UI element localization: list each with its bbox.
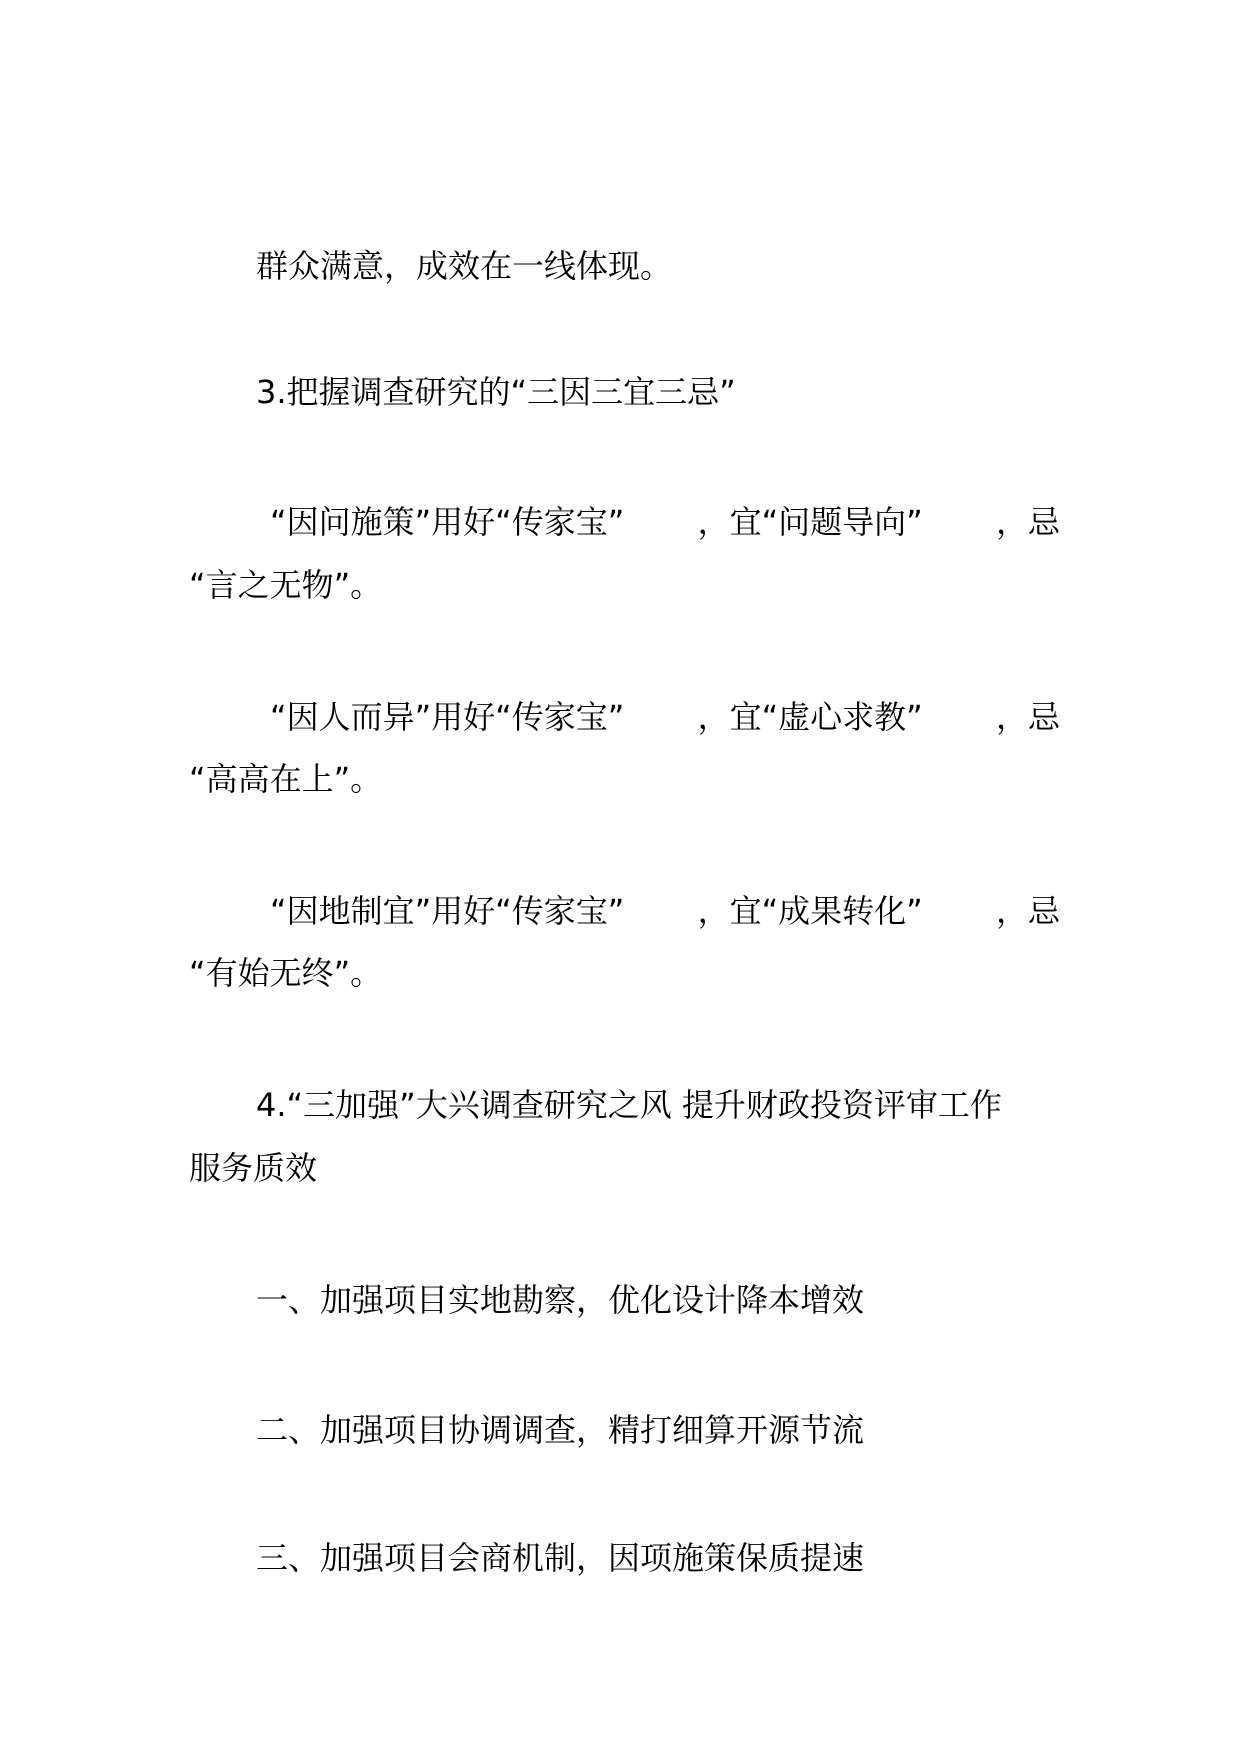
paragraph-line: 群众满意，成效在一线体现。 xyxy=(256,247,673,285)
paragraph-line: “高高在上”。 xyxy=(189,760,383,798)
list-item: 二、加强项目协调调查，精打细算开源节流 xyxy=(256,1411,865,1449)
section-heading-3: 3.把握调查研究的“三因三宜三忌” xyxy=(256,373,736,411)
text-segment: ，忌 xyxy=(995,698,1060,736)
text-segment: “因地制宜”用好“传家宝” xyxy=(270,892,625,930)
paragraph-line: “有始无终”。 xyxy=(189,954,383,992)
text-segment: “因人而异”用好“传家宝” xyxy=(270,698,625,736)
text-segment: ，忌 xyxy=(995,892,1060,930)
text-segment: ，忌 xyxy=(995,503,1060,541)
paragraph-line xyxy=(270,697,1060,737)
text-segment: ，宜“成果转化” xyxy=(697,892,923,930)
text-segment: “因问施策”用好“传家宝” xyxy=(270,503,625,541)
paragraph-line: “言之无物”。 xyxy=(189,566,383,604)
section-heading-4: 4.“三加强”大兴调查研究之风 提升财政投资评审工作 xyxy=(256,1086,1002,1124)
paragraph-line: 服务质效 xyxy=(189,1149,318,1187)
list-item: 一、加强项目实地勘察，优化设计降本增效 xyxy=(256,1281,865,1319)
paragraph-line xyxy=(270,502,1060,542)
text-segment: ，宜“虚心求教” xyxy=(697,698,923,736)
paragraph-line xyxy=(270,891,1060,931)
text-segment: ，宜“问题导向” xyxy=(697,503,923,541)
list-item: 三、加强项目会商机制，因项施策保质提速 xyxy=(256,1539,865,1577)
